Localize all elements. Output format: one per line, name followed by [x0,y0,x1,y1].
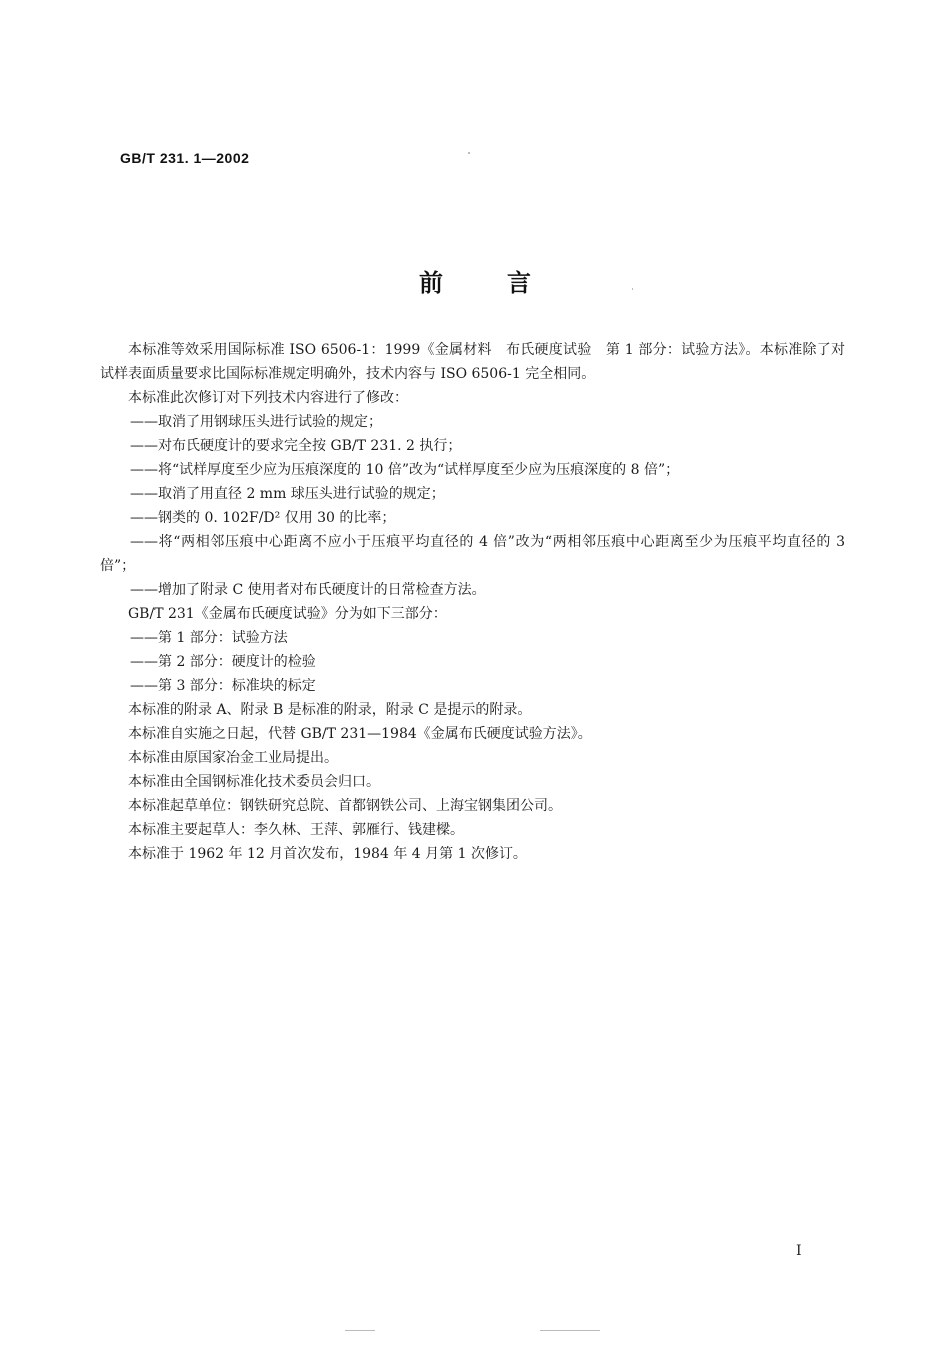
paragraph: 本标准由原国家冶金工业局提出。 [128,750,338,766]
paragraph: 本标准此次修订对下列技术内容进行了修改： [128,390,408,406]
list-item: ——取消了用直径 2 mm 球压头进行试验的规定； [130,486,445,502]
foreword-body [100,338,845,866]
list-item: ——取消了用钢球压头进行试验的规定； [130,414,382,430]
paragraph: 本标准由全国钢标准化技术委员会归口。 [128,774,380,790]
scan-speck [540,1330,600,1331]
list-item: ——第 3 部分：标准块的标定 [130,678,316,694]
list-item: ——第 1 部分：试验方法 [130,630,288,646]
paragraph: 本标准的附录 A、附录 B 是标准的附录，附录 C 是提示的附录。 [128,702,532,718]
page-number: I [796,1243,802,1259]
list-item: ——将“两相邻压痕中心距离不应小于压痕平均直径的 4 倍”改为“两相邻压痕中心距离至少为压痕平均直径的 3 倍”； [100,534,845,574]
scan-speck [468,152,470,154]
title-char-1: 前 [419,268,443,297]
list-item: ——钢类的 0. 102F/D² 仅用 30 的比率； [130,510,396,526]
page-title [0,263,950,298]
title-char-2: 言 [507,268,531,297]
list-item: ——增加了附录 C 使用者对布氏硬度计的日常检查方法。 [130,582,486,598]
paragraph: 本标准于 1962 年 12 月首次发布，1984 年 4 月第 1 次修订。 [128,846,527,862]
paragraph: 本标准等效采用国际标准 ISO 6506-1：1999《金属材料 布氏硬度试验 第 1 部分：试验方法》。本标准除了对试样表面质量要求比国际标准规定明确外，技术内容与 ISO 6506-1 完全相同。 [100,342,845,382]
list-item: ——第 2 部分：硬度计的检验 [130,654,316,670]
standard-code: GB/T 231. 1—2002 [120,150,250,166]
paragraph: 本标准自实施之日起，代替 GB/T 231—1984《金属布氏硬度试验方法》。 [128,726,592,742]
list-item: ——对布氏硬度计的要求完全按 GB/T 231. 2 执行； [130,438,462,454]
scan-speck [632,288,633,290]
paragraph: 本标准起草单位：钢铁研究总院、首都钢铁公司、上海宝钢集团公司。 [128,798,562,814]
paragraph: 本标准主要起草人：李久林、王萍、郭雁行、钱建樑。 [128,822,464,838]
list-item: ——将“试样厚度至少应为压痕深度的 10 倍”改为“试样厚度至少应为压痕深度的 8 倍”； [130,462,680,478]
paragraph: GB/T 231《金属布氏硬度试验》分为如下三部分： [128,606,447,622]
scan-speck [345,1330,375,1331]
